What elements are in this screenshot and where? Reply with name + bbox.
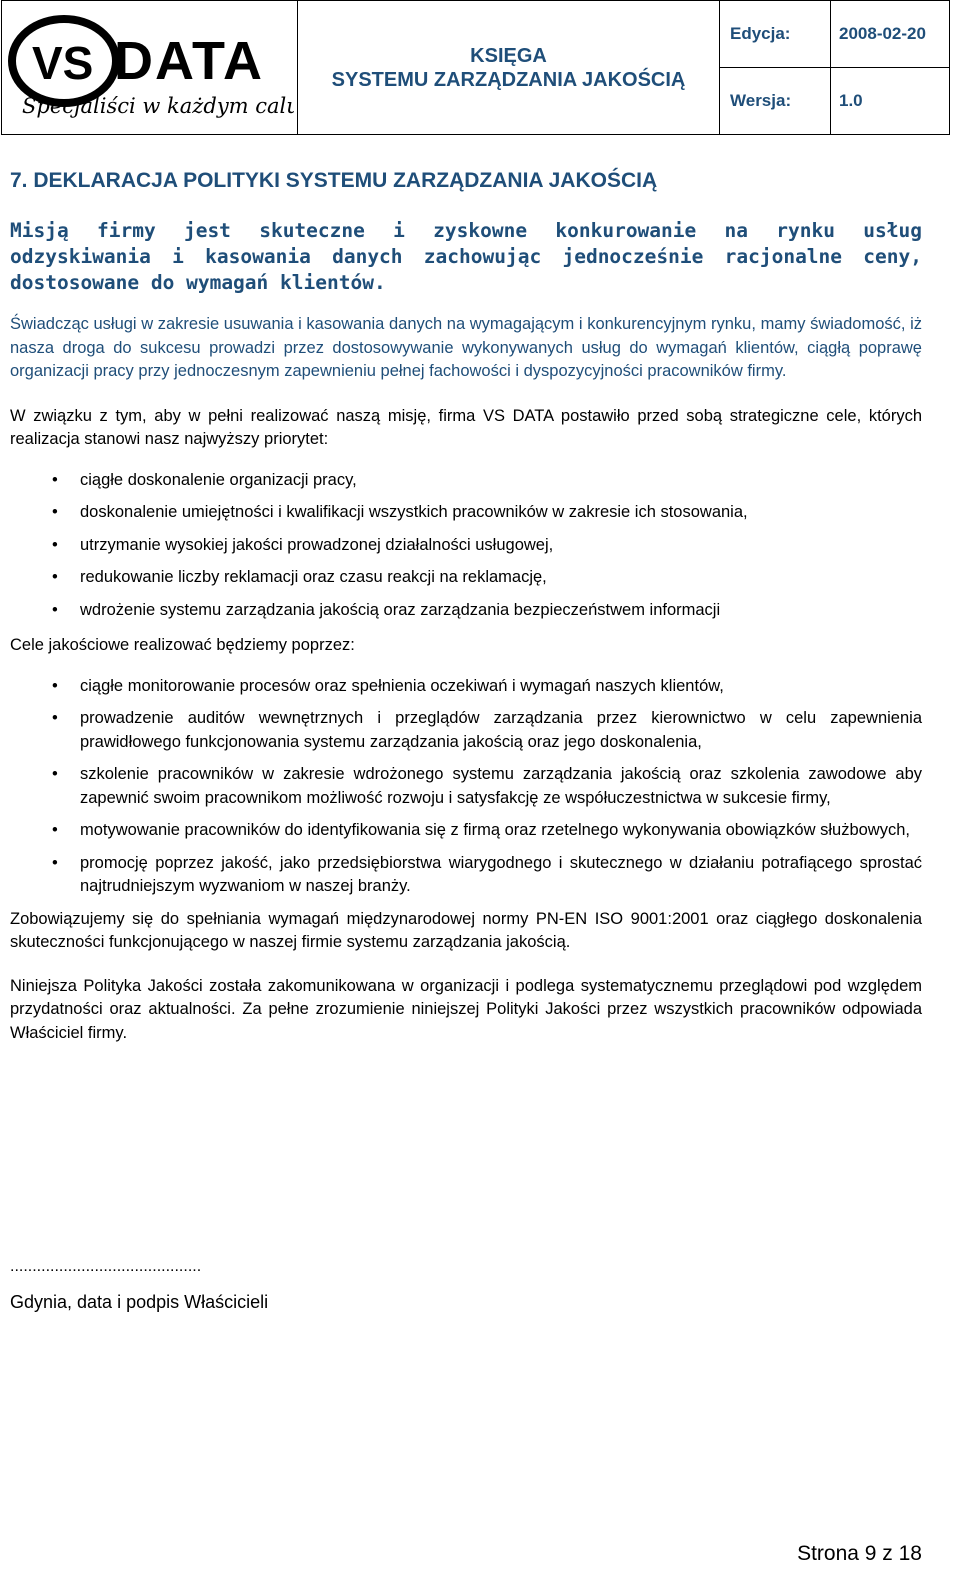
document-header xyxy=(1,0,950,135)
logo-cell xyxy=(2,1,298,135)
quality-goals-intro: Cele jakościowe realizować będziemy poprzez: xyxy=(10,636,355,654)
document-title-line1: KSIĘGA xyxy=(470,44,547,67)
signature-label: Gdynia, data i podpis Właścicieli xyxy=(10,1292,269,1312)
page-content xyxy=(10,168,922,1045)
version-label: Wersja: xyxy=(720,68,831,135)
paragraph-communication: Niniejsza Polityka Jakości została zakomunikowana w organizacji i podlega systematycznemu przeglądowi pod względem przydatności oraz aktualności. Za pełne zrozumienie niniejszej Polityki Jakości przez wszystkich pracowników odpowiada Właściciel firmy. xyxy=(10,976,922,1042)
svg-text:VS: VS xyxy=(32,37,94,89)
list-item: • wdrożenie systemu zarządzania jakością oraz zarządzania bezpieczeństwem informacji xyxy=(10,599,922,623)
vs-data-logo xyxy=(2,1,294,129)
section-heading: 7. DEKLARACJA POLITYKI SYSTEMU ZARZĄDZANIA JAKOŚCIĄ xyxy=(10,169,658,192)
strategic-goals-list xyxy=(10,469,922,623)
list-item: • ciągłe doskonalenie organizacji pracy, xyxy=(10,469,922,493)
version-value: 1.0 xyxy=(831,68,950,135)
title-cell xyxy=(298,1,720,135)
list-item: • redukowanie liczby reklamacji oraz czasu reakcji na reklamację, xyxy=(10,566,922,590)
logo-tagline: Specjaliści w każdym calu! xyxy=(22,94,294,118)
list-item: • promocję poprzez jakość, jako przedsiębiorstwa wiarygodnego i skutecznego w działaniu potrafiącego sprostać najtrudniejszym wyzwaniom w naszej branży. xyxy=(10,852,922,899)
paragraph-commitment: Zobowiązujemy się do spełniania wymagań międzynarodowej normy PN-EN ISO 9001:2001 oraz ciągłego doskonalenia skuteczności funkcjonującego w naszej firmie systemu zarządzania jakością. xyxy=(10,909,922,951)
list-item: • doskonalenie umiejętności i kwalifikacji wszystkich pracowników w zakresie ich stosowania, xyxy=(10,501,922,525)
list-item: • szkolenie pracowników w zakresie wdrożonego systemu zarządzania jakością oraz szkolenia zawodowe aby zapewnić swoim pracownikom możliwość rozwoju i satysfakcję ze współuczestnictwa w sukcesie firmy, xyxy=(10,763,922,810)
list-item: • motywowanie pracowników do identyfikowania się z firmą oraz rzetelnego wykonywania obowiązków służbowych, xyxy=(10,819,922,843)
document-title-line2: SYSTEMU ZARZĄDZANIA JAKOŚCIĄ xyxy=(331,68,686,91)
edition-label: Edycja: xyxy=(720,1,831,68)
list-item: • prowadzenie auditów wewnętrznych i przeglądów zarządzania przez kierownictwo w celu zapewnienia prawidłowego funkcjonowania systemu zarządzania jakością oraz jego doskonalenia, xyxy=(10,707,922,754)
quality-goals-list xyxy=(10,675,922,899)
signature-line: ........................................... xyxy=(10,1258,202,1275)
svg-text:DATA: DATA xyxy=(114,31,264,91)
edition-value: 2008-02-20 xyxy=(831,1,950,68)
page-number: Strona 9 z 18 xyxy=(797,1542,922,1565)
paragraph-strategy: W związku z tym, aby w pełni realizować naszą misję, firma VS DATA postawiło przed sobą strategiczne cele, których realizacja stanowi nasz najwyższy priorytet: xyxy=(10,406,922,448)
mission-statement: Misją firmy jest skuteczne i zyskowne konkurowanie na rynku usług odzyskiwania i kasowania danych zachowując jednocześnie racjonalne ceny, dostosowane do wymagań klientów. xyxy=(10,219,922,294)
list-item: • utrzymanie wysokiej jakości prowadzonej działalności usługowej, xyxy=(10,534,922,558)
list-item: • ciągłe monitorowanie procesów oraz spełnienia oczekiwań i wymagań naszych klientów, xyxy=(10,675,922,699)
paragraph-services: Świadcząc usługi w zakresie usuwania i kasowania danych na wymagającym i konkurencyjnym rynku, mamy świadomość, iż nasza droga do sukcesu prowadzi przez dostosowywanie wykonywanych usług do wymagań klientów, ciągłą poprawę organizacji pracy przy jednoczesnym zapewnieniu pełnej fachowości i dyspozycyjności pracowników firmy. xyxy=(10,315,922,380)
